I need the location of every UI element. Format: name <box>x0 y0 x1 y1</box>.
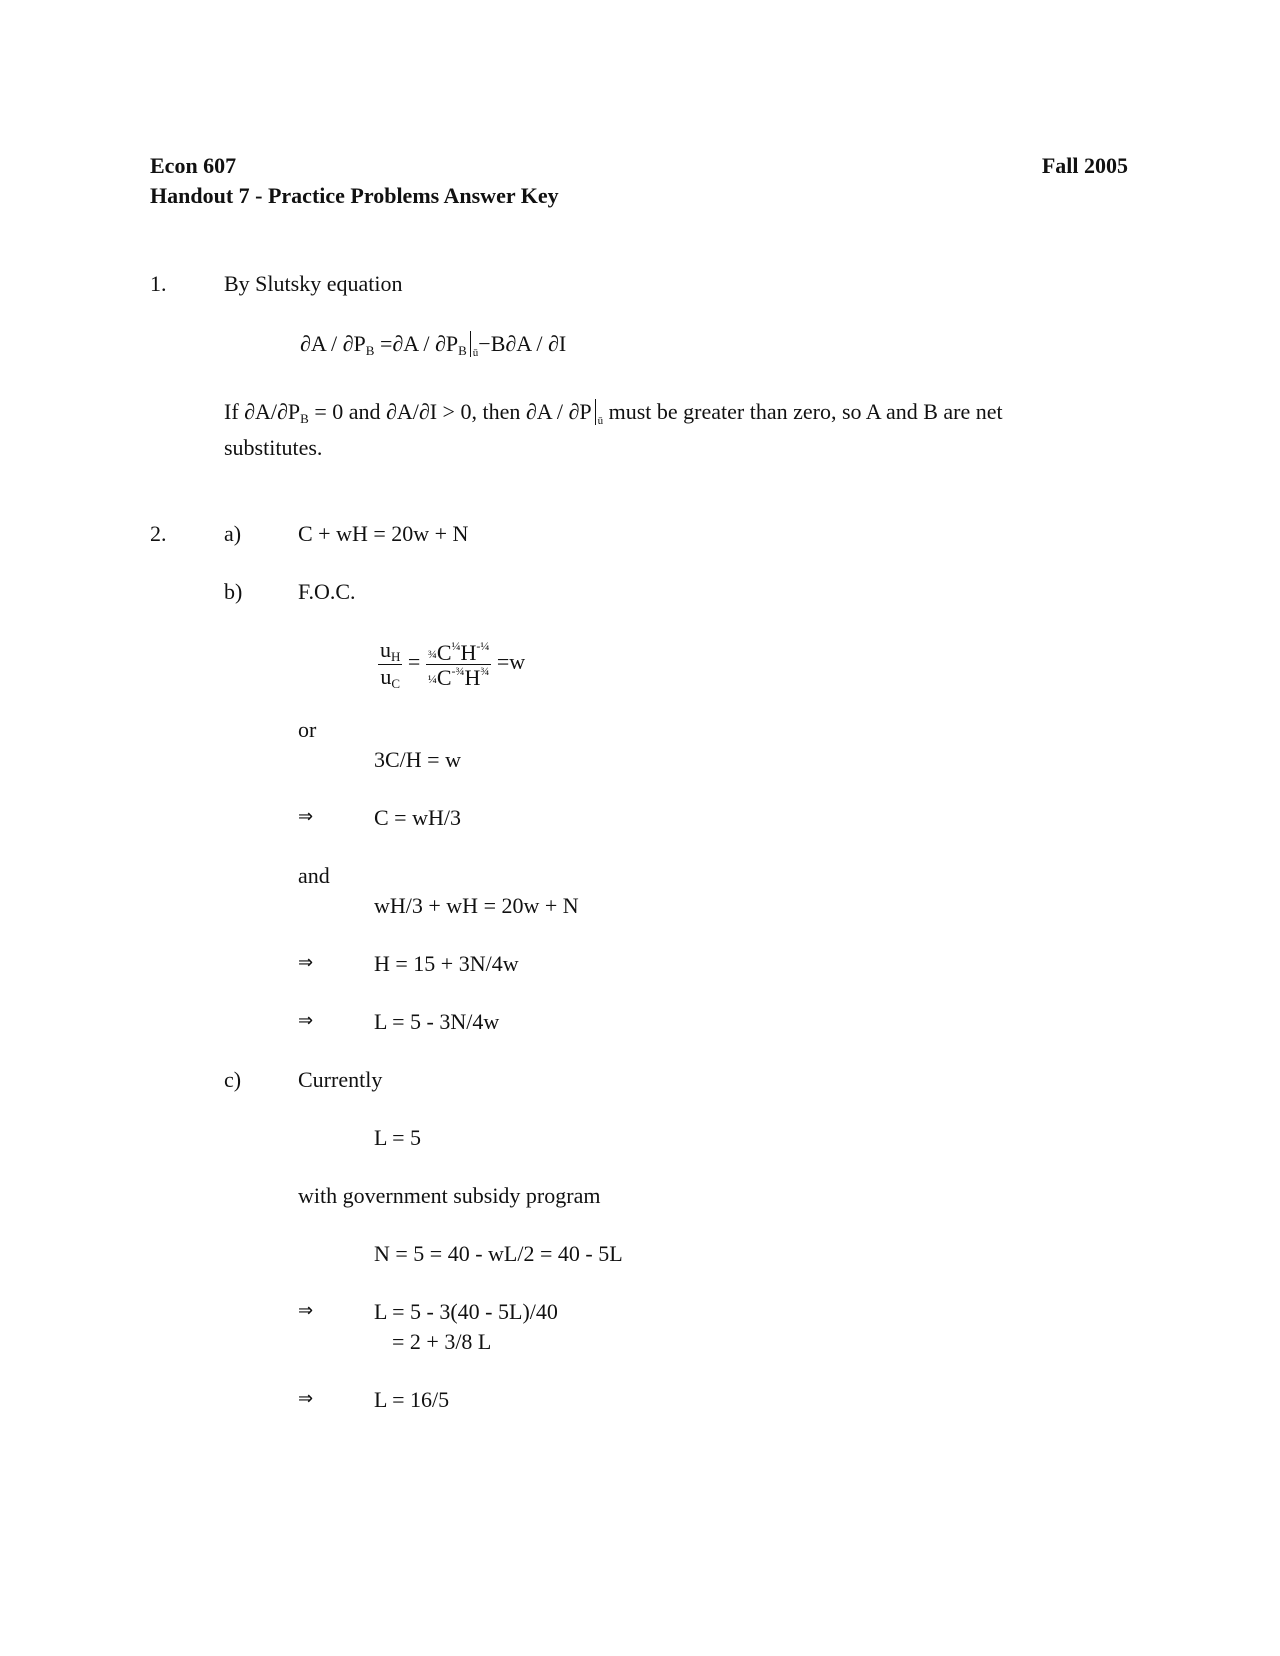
b-eq3: wH/3 + wH = 20w + N <box>374 893 579 918</box>
uh-sub: H <box>391 649 401 664</box>
problem-1-text <box>224 398 1003 429</box>
implies-arrow-icon: ⇒ <box>298 1300 314 1321</box>
b-eq4: H = 15 + 3N/4w <box>374 951 519 976</box>
text-part3: must be greater than zero, so A and B are net <box>603 399 1003 424</box>
problem-1-text-line2: substitutes. <box>224 435 323 460</box>
den-c: C <box>436 664 452 690</box>
implies-arrow-icon: ⇒ <box>298 1010 314 1031</box>
c-eq1: L = 5 <box>374 1125 422 1150</box>
num-c: C <box>436 639 452 665</box>
uc-u: u <box>380 663 392 689</box>
den-c-exp: -¾ <box>451 663 465 678</box>
part-b-intro: F.O.C. <box>298 579 356 604</box>
num-coef: ¾ <box>427 646 437 661</box>
b-eq5: L = 5 - 3N/4w <box>374 1009 500 1034</box>
den-h: H <box>464 664 481 690</box>
term: Fall 2005 <box>1041 153 1128 178</box>
den-coef: ¼ <box>427 671 437 686</box>
part-a-equation: C + wH = 20w + N <box>298 521 469 546</box>
part-c-intro: Currently <box>298 1067 383 1092</box>
or-label: or <box>298 717 317 742</box>
slutsky-equation <box>300 330 566 361</box>
c-eq3a: L = 5 - 3(40 - 5L)/40 <box>374 1299 558 1324</box>
handout-title: Handout 7 - Practice Problems Answer Key <box>150 183 559 208</box>
uc-sub: C <box>391 675 401 691</box>
eq-tail: −B∂A / ∂I <box>478 331 567 356</box>
eq-rhs: =∂A / ∂P <box>374 331 459 356</box>
and-label: and <box>298 863 330 888</box>
part-a-label: a) <box>224 521 242 546</box>
implies-arrow-icon: ⇒ <box>298 1388 314 1409</box>
problem-2-number: 2. <box>150 521 167 546</box>
part-b-label: b) <box>224 579 243 604</box>
num-c-exp: ¼ <box>451 638 461 653</box>
foc-rhs: =w <box>496 649 526 675</box>
den-h-exp: ¾ <box>480 663 490 678</box>
c-eq3b: = 2 + 3/8 L <box>392 1329 492 1354</box>
b-eq1: 3C/H = w <box>374 747 461 772</box>
text-ubar: ū <box>597 415 604 427</box>
eq-lhs: ∂A / ∂P <box>300 331 366 356</box>
problem-1-intro: By Slutsky equation <box>224 271 403 296</box>
num-h: H <box>460 639 477 665</box>
marginal-utility-fraction <box>426 640 492 689</box>
implies-arrow-icon: ⇒ <box>298 806 314 827</box>
implies-arrow-icon: ⇒ <box>298 952 314 973</box>
problem-1-number: 1. <box>150 271 167 296</box>
eval-bar <box>595 399 596 425</box>
course-title: Econ 607 <box>150 153 237 178</box>
foc-equals: = <box>407 649 421 675</box>
part-c-label: c) <box>224 1067 242 1092</box>
text-part2: = 0 and ∂A/∂I > 0, then ∂A / ∂P <box>308 399 592 424</box>
eq-lhs-sub: B <box>365 343 375 358</box>
eq-rhs-sub: B <box>458 343 467 358</box>
num-h-exp: -¼ <box>476 638 490 653</box>
eq-ubar: ū <box>472 347 479 359</box>
c-eq4: L = 16/5 <box>374 1387 450 1412</box>
foc-equation <box>378 638 525 690</box>
text-sub: B <box>300 411 309 426</box>
c-eq2: N = 5 = 40 - wL/2 = 40 - 5L <box>374 1241 623 1266</box>
text-part1: If ∂A/∂P <box>224 399 301 424</box>
c-text: with government subsidy program <box>298 1183 601 1208</box>
uh-u: u <box>380 637 391 662</box>
mrs-fraction <box>378 638 402 690</box>
b-eq2: C = wH/3 <box>374 805 461 830</box>
eval-bar <box>470 331 471 357</box>
